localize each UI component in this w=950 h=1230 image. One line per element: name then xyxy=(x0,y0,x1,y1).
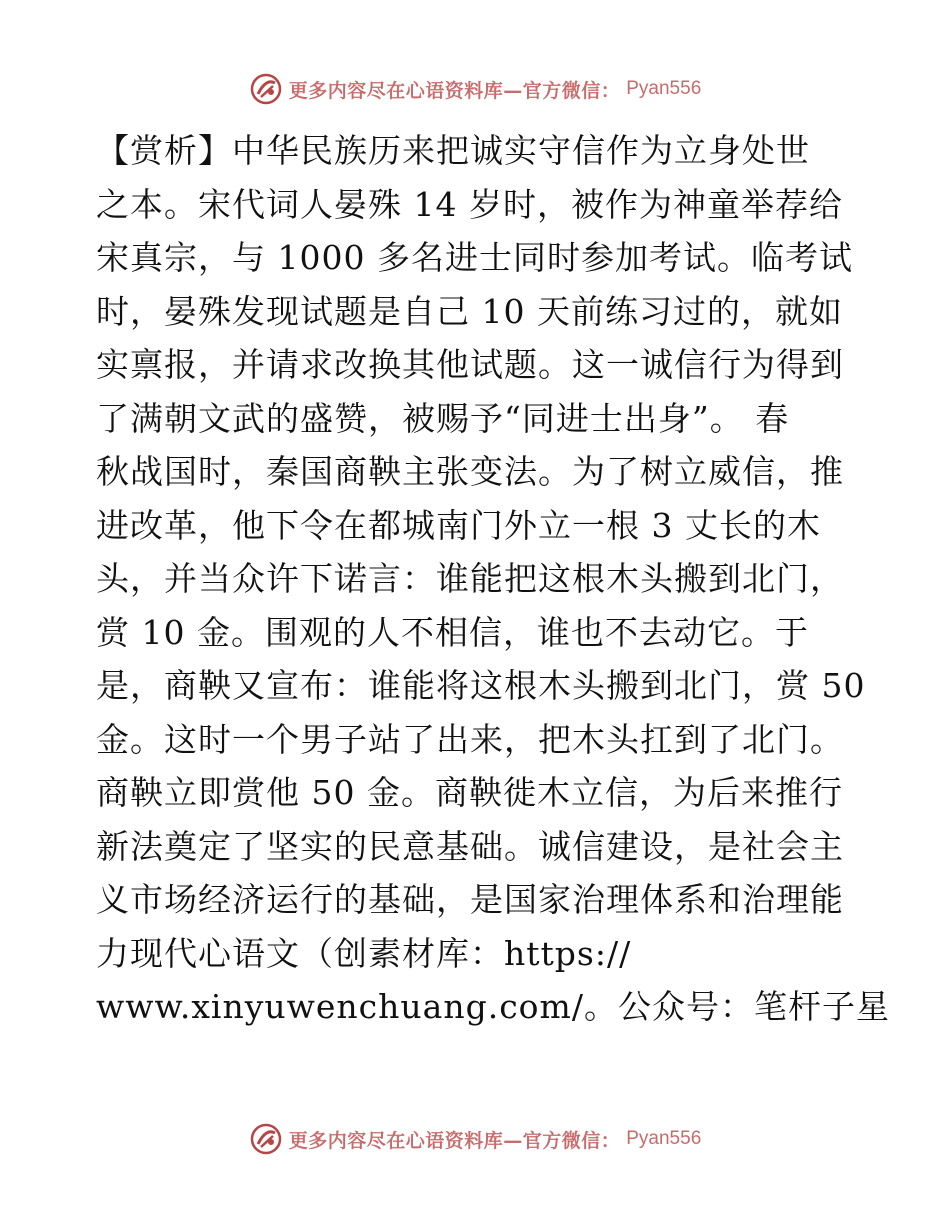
text-line: 进改革，他下令在都城南门外立一根 3 丈长的木 xyxy=(96,505,821,545)
analysis-text xyxy=(96,124,890,1034)
text-line: 力现代心语文（创素材库：https:// xyxy=(96,933,632,973)
footer-watermark xyxy=(0,1122,950,1156)
watermark-text: 更多内容尽在心语资料库—官方微信： xyxy=(288,79,621,102)
text-line: 【赏析】中华民族历来把诚实守信作为立身处世 xyxy=(96,131,810,170)
text-line: 了满朝文武的盛赞，被赐予“同进士出身”。 春 xyxy=(96,398,790,438)
text-line: 之本。宋代词人晏殊 14 岁时，被作为神童举荐给 xyxy=(96,184,843,224)
text-line: 新法奠定了坚实的民意基础。诚信建设，是社会主 xyxy=(96,826,844,866)
text-line: 秋战国时，秦国商鞅主张变法。为了树立威信，推 xyxy=(96,452,844,491)
watermark-text: 更多内容尽在心语资料库—官方微信： xyxy=(288,1129,621,1152)
text-line: www.xinyuwenchuang.com/。公众号：笔杆子星 xyxy=(96,987,890,1026)
text-line: 赏 10 金。围观的人不相信，谁也不去动它。于 xyxy=(96,612,809,652)
wechat-id: Pyan556 xyxy=(626,78,702,99)
text-line: 头，并当众许下诺言：谁能把这根木头搬到北门， xyxy=(96,559,844,598)
text-line: 义市场经济运行的基础，是国家治理体系和治理能 xyxy=(96,880,844,919)
text-line: 是，商鞅又宣布：谁能将这根木头搬到北门，赏 50 xyxy=(96,666,866,705)
text-line: 时，晏殊发现试题是自己 10 天前练习过的，就如 xyxy=(96,291,843,331)
logo-icon xyxy=(249,72,283,106)
text-line: 商鞅立即赏他 50 金。商鞅徙木立信，为后来推行 xyxy=(96,773,843,812)
text-line: 宋真宗，与 1000 多名进士同时参加考试。临考试 xyxy=(96,238,853,277)
logo-icon xyxy=(249,1122,283,1156)
text-line: 金。这时一个男子站了出来，把木头扛到了北门。 xyxy=(96,719,844,759)
header-watermark xyxy=(0,72,950,106)
text-line: 实禀报，并请求改换其他试题。这一诚信行为得到 xyxy=(96,345,844,384)
wechat-id: Pyan556 xyxy=(626,1128,702,1149)
